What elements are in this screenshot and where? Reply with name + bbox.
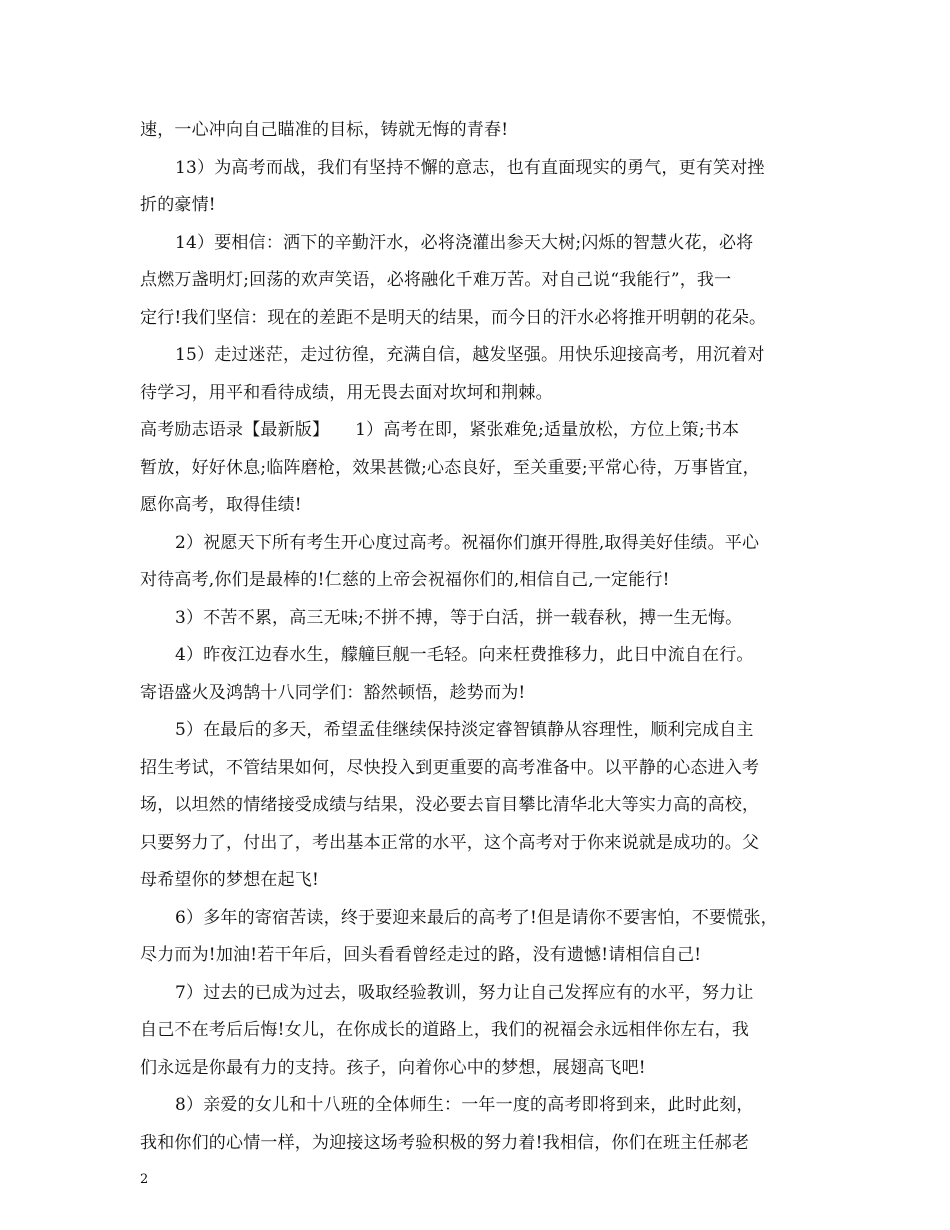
- text-line: 愿你高考，取得佳绩!: [140, 495, 302, 515]
- text-line: 寄语盛火及鸿鹄十八同学们：豁然顿悟，趁势而为!: [140, 683, 526, 703]
- text-line: 7）过去的已成为过去，吸取经验教训，努力让自己发挥应有的水平，努力让: [175, 983, 754, 1003]
- text-line: 3）不苦不累，高三无味;不拼不搏，等于白活，拼一载春秋，搏一生无悔。: [175, 608, 743, 628]
- text-line: 尽力而为!加油!若干年后，回头看看曾经走过的路，没有遗憾!请相信自己!: [140, 945, 702, 965]
- text-line: 只要努力了，付出了，考出基本正常的水平，这个高考对于你来说就是成功的。父: [140, 833, 760, 853]
- text-line: 5）在最后的多天，希望孟佳继续保持淡定睿智镇静从容理性，顺利完成自主: [175, 720, 754, 740]
- text-line: 8）亲爱的女儿和十八班的全体师生：一年一度的高考即将到来，此时此刻，: [175, 1095, 754, 1115]
- section-heading-line: 高考励志语录【最新版】 1）高考在即，紧张难免;适量放松，方位上策;书本: [140, 420, 740, 440]
- text-line: 14）要相信：洒下的辛勤汗水，必将浇灌出参天大树;闪烁的智慧火花，必将: [175, 233, 754, 253]
- text-line: 点燃万盏明灯;回荡的欢声笑语，必将融化千难万苦。对自己说“我能行”，我一: [140, 270, 732, 290]
- text-line: 速，一心冲向自己瞄准的目标，铸就无悔的青春!: [140, 120, 509, 140]
- text-line: 定行!我们坚信：现在的差距不是明天的结果，而今日的汗水必将推开明朝的花朵。: [140, 308, 767, 328]
- page-number: 2: [140, 1172, 149, 1187]
- text-line: 对待高考,你们是最棒的!仁慈的上帝会祝福你们的,相信自己,一定能行!: [140, 570, 670, 590]
- text-line: 自己不在考后后悔!女儿，在你成长的道路上，我们的祝福会永远相伴你左右，我: [140, 1020, 750, 1040]
- text-line: 13）为高考而战，我们有坚持不懈的意志，也有直面现实的勇气，更有笑对挫: [175, 158, 765, 178]
- text-line: 待学习，用平和看待成绩，用无畏去面对坎坷和荆棘。: [140, 383, 553, 403]
- text-line: 我和你们的心情一样，为迎接这场考验积极的努力着!我相信，你们在班主任郝老: [140, 1133, 750, 1153]
- text-line: 2）祝愿天下所有考生开心度过高考。祝福你们旗开得胜,取得美好佳绩。平心: [175, 533, 760, 553]
- text-line: 4）昨夜江边春水生，艨艟巨舰一毛轻。向来枉费推移力，此日中流自在行。: [175, 645, 754, 665]
- text-line: 场，以坦然的情绪接受成绩与结果，没必要去盲目攀比清华北大等实力高的高校，: [140, 795, 760, 815]
- text-line: 母希望你的梦想在起飞!: [140, 870, 320, 890]
- text-line: 暂放，好好休息;临阵磨枪，效果甚微;心态良好，至关重要;平常心待，万事皆宜，: [140, 458, 760, 478]
- text-line: 招生考试，不管结果如何，尽快投入到更重要的高考准备中。以平静的心态进入考: [140, 758, 760, 778]
- text-line: 折的豪情!: [140, 195, 216, 215]
- text-line: 15）走过迷茫，走过彷徨，充满自信，越发坚强。用快乐迎接高考，用沉着对: [175, 345, 765, 365]
- text-line: 们永远是你最有力的支持。孩子，向着你心中的梦想，展翅高飞吧!: [140, 1058, 646, 1078]
- text-line: 6）多年的寄宿苦读，终于要迎来最后的高考了!但是请你不要害怕，不要慌张，: [175, 908, 778, 928]
